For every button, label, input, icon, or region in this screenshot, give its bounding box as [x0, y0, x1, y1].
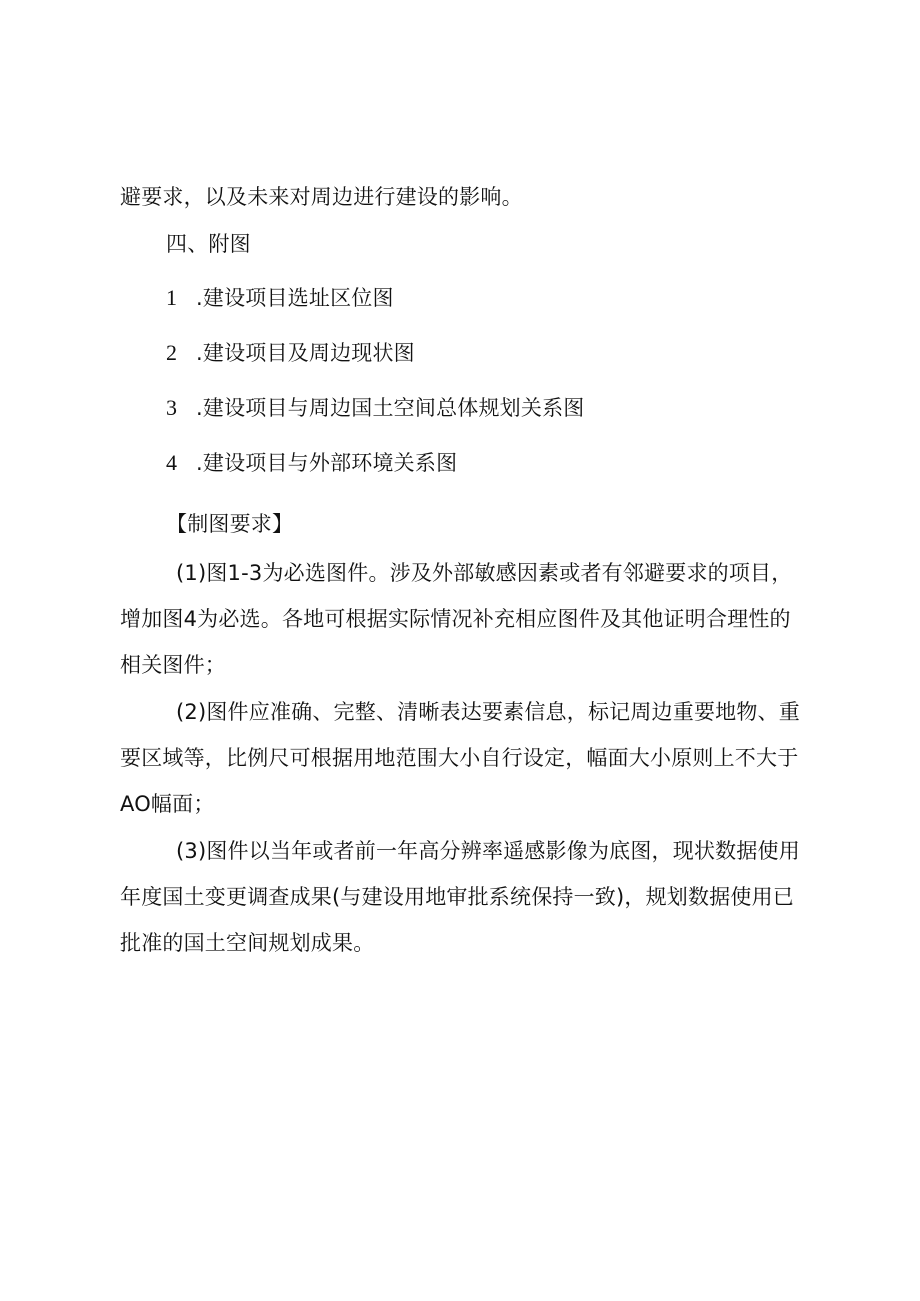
requirement-line: 要区域等，比例尺可根据用地范围大小自行设定，幅面大小原则上不大于 [120, 746, 799, 770]
figure-number: 3 [166, 395, 178, 420]
requirement-line: 增加图4为必选。各地可根据实际情况补充相应图件及其他证明合理性的 [120, 607, 791, 631]
section-heading: 四、附图 [166, 232, 251, 256]
requirement-line: (1)图1-3为必选图件。涉及外部敏感因素或者有邻避要求的项目， [176, 561, 793, 585]
figure-title: .建设项目与周边国土空间总体规划关系图 [196, 396, 585, 420]
figure-list-item [166, 393, 584, 423]
figure-number: 4 [166, 450, 178, 475]
requirements-heading: 【制图要求】 [166, 512, 294, 536]
figure-list-item [166, 283, 394, 313]
requirement-line: (2)图件应准确、完整、清晰表达要素信息，标记周边重要地物、重 [176, 700, 800, 724]
figure-number: 1 [166, 285, 178, 310]
figure-list-item [166, 338, 415, 368]
continuation-paragraph: 避要求，以及未来对周边进行建设的影响。 [120, 185, 523, 209]
requirement-line: 相关图件； [120, 653, 226, 677]
figure-number: 2 [166, 340, 178, 365]
figure-title: .建设项目与外部环境关系图 [196, 451, 458, 475]
figure-title: .建设项目选址区位图 [196, 286, 394, 310]
requirement-line: AO幅面； [120, 792, 215, 816]
requirement-line: 批准的国土空间规划成果。 [120, 931, 375, 955]
figure-title: .建设项目及周边现状图 [196, 341, 415, 365]
requirement-line: 年度国土变更调查成果(与建设用地审批系统保持一致)，规划数据使用已 [120, 885, 794, 909]
requirement-line: (3)图件以当年或者前一年高分辨率遥感影像为底图，现状数据使用 [176, 839, 800, 863]
figure-list-item [166, 448, 457, 478]
